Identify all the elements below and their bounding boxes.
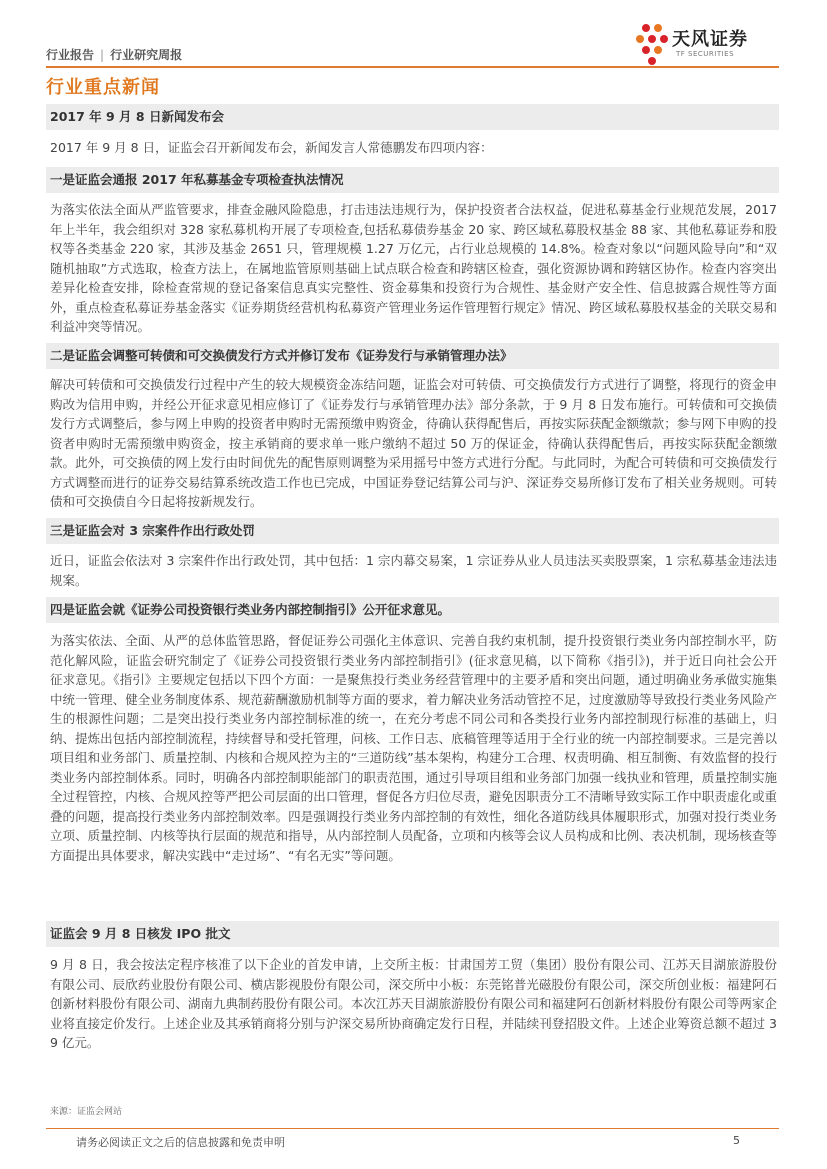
news-item-body: [46, 375, 779, 512]
news-intro: [46, 138, 779, 158]
news-heading-title: 证监会 9 月 8 日核发 IPO 批文: [46, 921, 779, 947]
footer-disclaimer: 请务必阅读正文之后的信息披露和免责申明: [76, 1136, 285, 1149]
brand-mark-icon: [632, 22, 672, 66]
brand-subtitle: TF SECURITIES: [676, 50, 735, 58]
brand-name: 天风证券: [672, 29, 748, 50]
news-item-text: 解决可转债和可交换债发行过程中产生的较大规模资金冻结问题，证监会对可转债、可交换债发行方式进行了调整，将现行的资金申购改为信用申购，并经公开征求意见相应修订了《证券发行与承销管理办法》部分条款，于 9 月 8 日发布施行。可转债和可交换债发行方式调整后，参与网上申购的投资者申购时无需预缴申购资金，待确认获得配售后，再按实际获配金额缴款；参与网下申购的投资者申购时无需预缴申购资金，按主承销商的要求单一账户缴纳不超过 50 万的保证金，待确认获得配售后，再按实际获配金额缴款。此外，可交换债的网上发行由时间优先的配售原则调整为采用摇号中签方式进行分配。与此同时，为配合可转债和可交换债发行方式调整而进行的证券交易结算系统改造工作也已完成，中国证券登记结算公司与沪、深证券交易所修订发布了相关业务规则。可转债和可交换债自今日起将按新规发行。: [50, 377, 777, 509]
news-heading-title: 2017 年 9 月 8 日新闻发布会: [46, 104, 779, 130]
news-item-title: 二是证监会调整可转债和可交换债发行方式并修订发布《证券发行与承销管理办法》: [46, 343, 779, 369]
news-item-text: 为落实依法、全面、从严的总体监管思路，督促证券公司强化主体意识、完善自我约束机制，提升投资银行类业务内部控制水平，防范化解风险，证监会研究制定了《证券公司投资银行类业务内部控制指引》(征求意见稿，以下简称《指引》)，并于近日向社会公开征求意见。《指引》主要规定包括以下四个方面：一是聚焦投行类业务经营管理中的主要矛盾和突出问题，通过明确业务承做实施集中统一管理、健全业务制度体系、规范薪酬激励机制等方面的要求，着力解决业务活动管控不足，过度激励等导致投行类业务风险产生的根源性问题；二是突出投行类业务内部控制标准的统一，在充分考虑不同公司和各类投行业务内部控制现行标准的基础上，归纳、提炼出包括内部控制流程，持续督导和受托管理，问核、工作日志、底稿管理等适用于全行业的统一内部控制要求。三是完善以项目组和业务部门、质量控制、内核和合规风控为主的“三道防线”基本架构，构建分工合理、权责明确、相互制衡、有效监督的投行类业务内部控制体系。同时，明确各内部控制职能部门的职责范围，通过引导项目组和业务部门加强一线执业和管理，质量控制实施全过程管控，内核、合规风控等严把公司层面的出口管理，督促各方归位尽责，避免因职责分工不清晰导致实际工作中职责虚化或重叠的问题，提高投行类业务内部控制效率。四是强调投行类业务内部控制的有效性，细化各道防线具体履职形式，加强对投行类业务立项、质量控制、内核等执行层面的规范和指导，从内部控制人员配备，立项和内核等会议人员构成和比例、表决机制，现场核查等方面提出具体要求，解决实践中“走过场”、“有名无实”等问题。: [50, 633, 777, 863]
news-heading: [46, 104, 779, 130]
header-divider: [46, 66, 779, 68]
source-note: 来源：证监会网站: [50, 1107, 123, 1117]
report-subtype: 行业研究周报: [110, 48, 183, 62]
brand-logo: [632, 20, 782, 68]
report-header: [46, 46, 182, 63]
news-item-title: 四是证监会就《证券公司投资银行类业务内部控制指引》公开征求意见。: [46, 597, 779, 623]
news-item-body: [46, 551, 779, 590]
news-item-heading: [46, 343, 779, 369]
news-item-body: [46, 200, 779, 337]
news-item-text: 为落实依法全面从严监管要求，排查金融风险隐患，打击违法违规行为，保护投资者合法权益，促进私募基金行业规范发展，2017 年上半年，我会组织对 328 家私募机构开展了专项检查,包括私募债券基金 20 家、跨区域私募股权基金 88 家、其他私募证券和股权等各类基金 220 家，其涉及基金 2651 只，管理规模 1.27 万亿元，占行业总规模的 14.8%。检查对象以“问题风险导向”和“双随机抽取”方式选取，检查方法上，在属地监管原则基础上试点联合检查和跨辖区检查，强化资源协调和跨辖区协作。检查内容突出差异化检查安排，除检查常规的登记备案信息真实完整性、资金募集和投资行为合规性、基金财产安全性、信息披露合规性等方面外，重点检查私募证券基金落实《证券期货经营机构私募资产管理业务运作管理暂行规定》情况、跨区域私募股权基金的关联交易和利益冲突等情况。: [50, 202, 777, 334]
news-item-heading: [46, 597, 779, 623]
report-type: 行业报告: [46, 48, 95, 62]
news-item-heading: [46, 518, 779, 544]
news-intro-text: 2017 年 9 月 8 日，证监会召开新闻发布会，新闻发言人常德鹏发布四项内容：: [50, 140, 493, 155]
news-item-body: [46, 631, 779, 865]
section-title: 行业重点新闻: [46, 77, 160, 98]
news-heading: [46, 921, 779, 947]
news-item-title: 三是证监会对 3 宗案件作出行政处罚: [46, 518, 779, 544]
footer-divider: [46, 1128, 779, 1129]
news-body-text: 9 月 8 日，我会按法定程序核准了以下企业的首发申请，上交所主板：甘肃国芳工贸（集团）股份有限公司、江苏天目湖旅游股份有限公司、辰欣药业股份有限公司、横店影视股份有限公司，深交所中小板：东莞铭普光磁股份有限公司，深交所创业板：福建阿石创新材料股份有限公司、湖南九典制药股份有限公司。本次江苏天目湖旅游股份有限公司和福建阿石创新材料股份有限公司等两家企业将直接定价发行。上述企业及其承销商将分别与沪深交易所协商确定发行日程，并陆续刊登招股文件。上述企业筹资总额不超过 39 亿元。: [50, 957, 777, 1050]
header-separator: |: [100, 48, 105, 62]
news-item-heading: [46, 167, 779, 193]
news-item-text: 近日，证监会依法对 3 宗案件作出行政处罚，其中包括：1 宗内幕交易案，1 宗证券从业人员违法买卖股票案，1 宗私募基金违法违规案。: [50, 553, 777, 588]
page-number: 5: [733, 1134, 740, 1147]
news-body: [46, 955, 779, 1053]
news-item-title: 一是证监会通报 2017 年私募基金专项检查执法情况: [46, 167, 779, 193]
